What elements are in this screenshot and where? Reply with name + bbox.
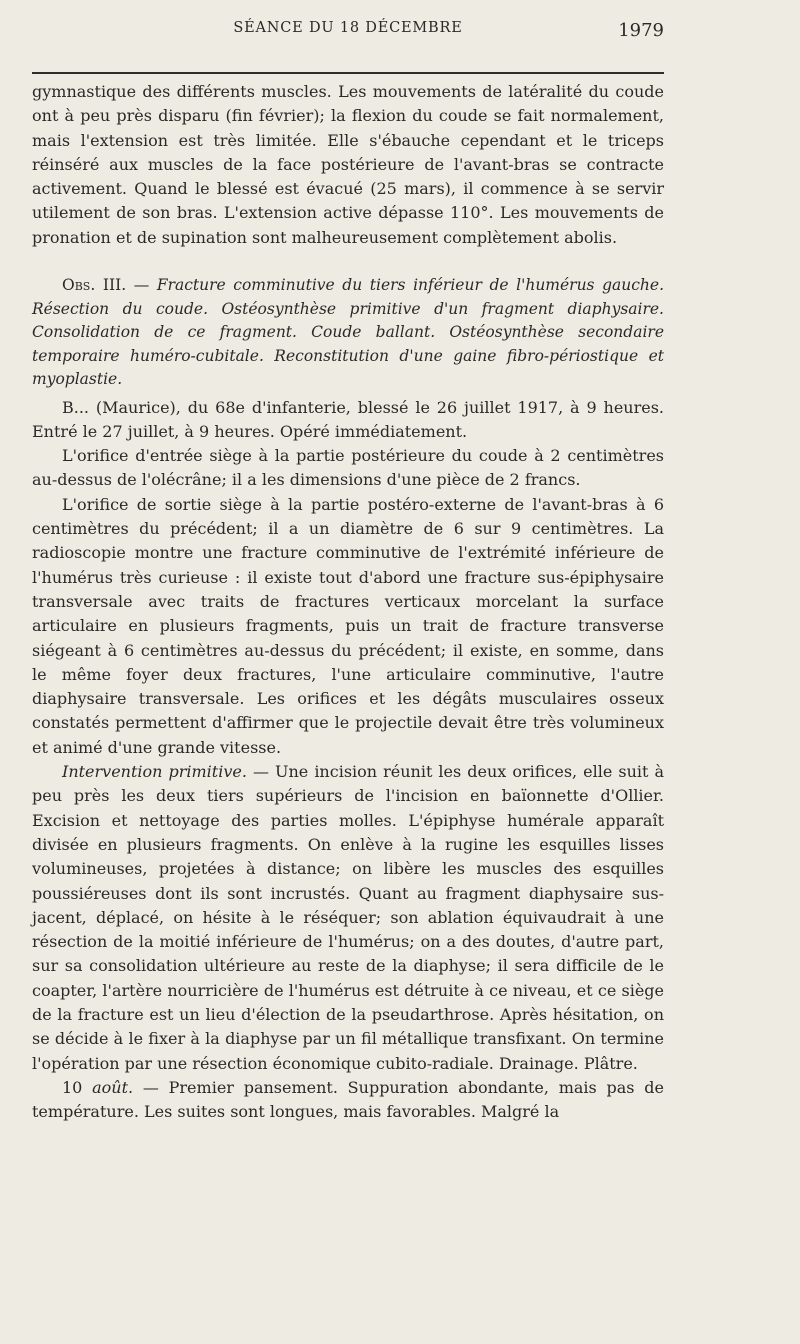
observation-title: Fracture comminutive du tiers inférieur de l'humérus gauche. Résection du coude. Ostéosynthèse primitive d'un fragment diaphysaire. Consolidation de ce fragment. Coude ballant. Ostéosynthèse secondaire temporaire huméro-cubitale. Reconstitution d'une gaine fibro-périostique et myoplastie. <box>32 276 665 389</box>
intervention-label: Intervention primitive. <box>62 762 247 782</box>
observation-dash: — <box>126 276 157 295</box>
followup-date-number: 10 <box>62 1077 93 1097</box>
intervention-text: — Une incision réunit les deux orifices, elle suit à peu près les deux tiers supérieurs de l'incision en baïonnette d'Ollier. Excision et nettoyage des parties molles. L'épiphyse humérale apparaît divisée en plusieurs fragments. On enlève à la rugine les esquilles lisses volumineuses, projetées à distance; on libère les muscles des esquilles poussiéreuses dont ils sont incrustés. Quant au fragment diaphysaire sus-jacent, déplacé, on hésite à le réséquer; son ablation équivaudrait à une résection de la moitié inférieure de l'humérus; on a des doutes, d'autre part, sur sa consolidation ultérieure au reste de la diaphyse; il sera difficile de le coapter, l'artère nourricière de l'humérus est détruite à ce niveau, et ce siège de la fracture est un lieu d'élection de la pseudarthrose. Après hésitation, on se décide à le fixer à la diaphyse par un fil métallique transfixant. On termine l'opération par une résection économique cubito-radiale. Drainage. Plâtre. <box>32 762 665 1073</box>
entry-wound-paragraph: L'orifice d'entrée siège à la partie postérieure du coude à 2 centimètres au-dessus de l'olécrâne; il a les dimensions d'une pièce de 2 francs. <box>32 446 664 490</box>
followup-paragraph <box>32 1076 664 1125</box>
observation-label: Obs. III. <box>62 276 127 295</box>
exit-wound-paragraph: L'orifice de sortie siège à la partie postéro-externe de l'avant-bras à 6 centimètres du précédent; il a un diamètre de 6 sur 9 centimètres. La radioscopie montre une fracture comminutive de l'extrémité inférieure de l'humérus très curieuse : il existe tout d'abord une fracture sus-épiphysaire transversale avec traits de fractures verticaux morcelant la surface articulaire en plusieurs fragments, puis un trait de fracture transverse siégeant à 6 centimètres au-dessus du précédent; il existe, en somme, dans le même foyer deux fractures, l'une articulaire comminutive, l'autre diaphysaire transversale. Les orifices et les dégâts musculaires osseux constatés permettent d'affirmer que le projectile devait être très volumineux et animé d'une grande vitesse. <box>32 494 664 757</box>
running-title: SÉANCE DU 18 DÉCEMBRE <box>233 20 463 36</box>
intervention-paragraph <box>32 760 664 1076</box>
followup-text: — Premier pansement. Suppuration abondante, mais pas de température. Les suites sont longues, mais favorables. Malgré la <box>32 1077 664 1122</box>
patient-paragraph: B... (Maurice), du 68e d'infanterie, blessé le 26 juillet 1917, à 9 heures. Entré le 27 juillet, à 9 heures. Opéré immédiatement. <box>32 397 664 441</box>
observation-heading <box>32 274 664 392</box>
body-text <box>32 80 664 1124</box>
followup-date-month: août. <box>92 1077 134 1097</box>
continuation-paragraph: gymnastique des différents muscles. Les mouvements de latéralité du coude ont à peu près disparu (fin février); la flexion du coude se fait normalement, mais l'extension est très limitée. Elle s'ébauche cependant et le triceps réinséré aux muscles de la face postérieure de l'avant-bras se contracte activement. Quand le blessé est évacué (25 mars), il commence à se servir utilement de son bras. L'extension active dépasse 110°. Les mouvements de pronation et de supination sont malheureusement complètement abolis. <box>32 82 664 247</box>
page-number: 1979 <box>618 20 664 41</box>
header-rule <box>32 72 664 74</box>
page-header <box>32 20 664 44</box>
